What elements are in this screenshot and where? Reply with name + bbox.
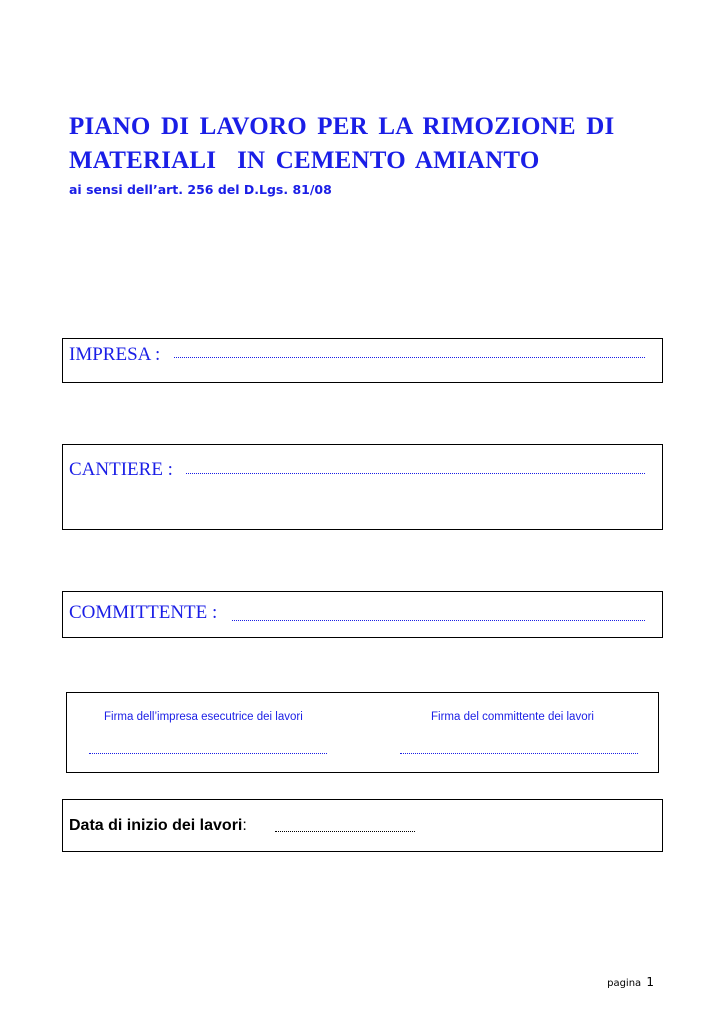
impresa-box — [62, 338, 663, 383]
document-title — [69, 110, 669, 178]
page-footer — [607, 975, 654, 989]
impresa-signature-line[interactable] — [89, 753, 327, 754]
title-line-1: PIANO DI LAVORO PER LA RIMOZIONE DI — [69, 113, 615, 140]
page-word: pagina — [607, 978, 642, 989]
start-date-box — [62, 799, 663, 852]
committente-box — [62, 591, 663, 638]
legal-reference: ai sensi dell’art. 256 del D.Lgs. 81/08 — [69, 182, 332, 197]
cantiere-input-line[interactable] — [186, 473, 645, 474]
cantiere-label: CANTIERE : — [69, 459, 178, 480]
title-line-2: MATERIALI IN CEMENTO AMIANTO — [69, 147, 540, 174]
start-date-label-text: Data di inizio dei lavori — [69, 817, 243, 834]
start-date-input-line[interactable] — [275, 831, 415, 832]
page-number: 1 — [646, 975, 654, 989]
committente-label: COMMITTENTE : — [69, 602, 223, 623]
start-date-colon: : — [242, 817, 247, 834]
cantiere-box — [62, 444, 663, 530]
signatures-box — [66, 692, 659, 773]
impresa-label: IMPRESA : — [69, 344, 166, 365]
start-date-label — [69, 817, 247, 835]
committente-input-line[interactable] — [232, 620, 645, 621]
impresa-signature-label: Firma dell’impresa esecutrice dei lavori — [104, 711, 303, 723]
committente-signature-label: Firma del committente dei lavori — [431, 711, 594, 723]
committente-signature-line[interactable] — [400, 753, 638, 754]
impresa-input-line[interactable] — [174, 357, 645, 358]
